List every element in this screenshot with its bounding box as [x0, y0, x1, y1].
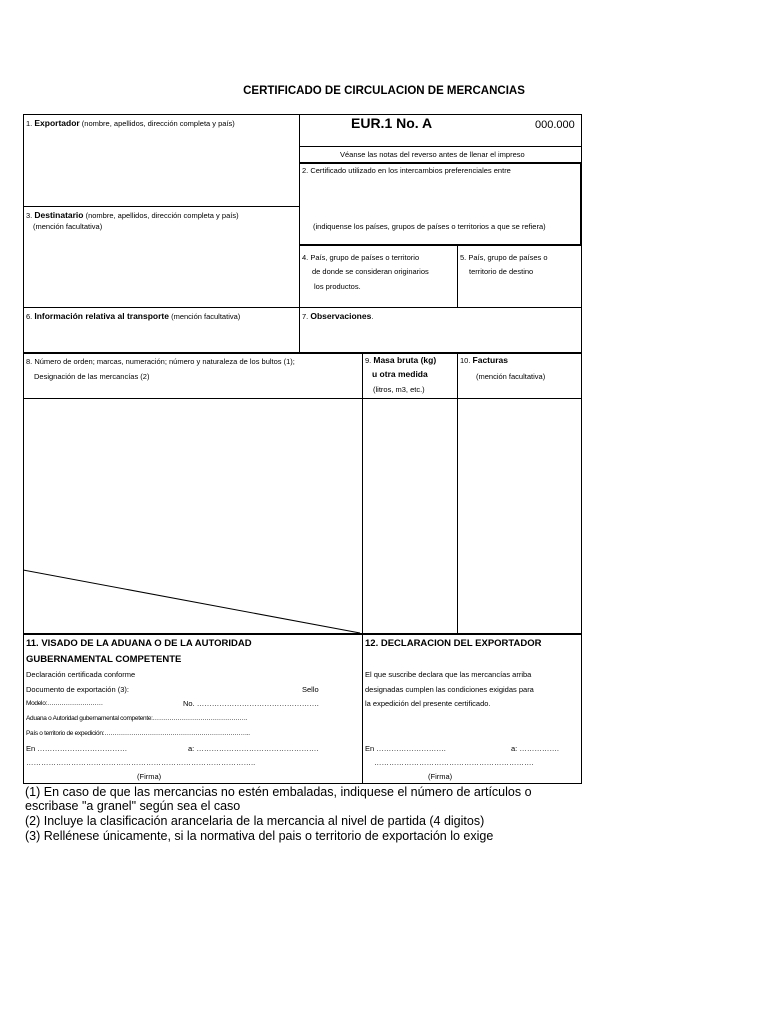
- box9-other-measure: u otra medida: [372, 369, 428, 379]
- box9-hint: (litros, m3, etc.): [373, 385, 425, 394]
- box8-line1: 8. Número de orden; marcas, numeración; número y naturaleza de los bultos (1);: [26, 357, 295, 366]
- box2-line2: (indiquense los países, grupos de países o territorios a que se refiera): [313, 222, 546, 231]
- box12-line3: la expedición del presente certificado.: [365, 699, 491, 708]
- box6-transport: 6. Información relativa al transporte (mención facultativa): [26, 311, 241, 321]
- box8-line2: Designación de las mercancías (2): [34, 372, 150, 381]
- box11-date: a: ………………………………………….: [188, 744, 319, 753]
- box3-optional: (mención facultativa): [33, 222, 103, 231]
- box12-date: a: …………….: [511, 744, 559, 753]
- box12-place: En ……………………….: [365, 744, 446, 753]
- certificate-number: 000.000: [535, 119, 575, 131]
- footnote-1-cont: escribase "a granel" según sea el caso: [25, 799, 241, 813]
- notes-reverse-text: Véanse las notas del reverso antes de llenar el impreso: [340, 150, 525, 159]
- box11-authority: Aduana o Autoridad gubernamental competente:……………………………………….: [26, 715, 248, 722]
- box11-title-1: 11. VISADO DE LA ADUANA O DE LA AUTORIDAD: [26, 638, 252, 649]
- box11-country: País o territorio de expedición:……………………………………………………………..: [26, 730, 250, 737]
- box12-line1: El que suscribe declara que las mercancías arriba: [365, 670, 532, 679]
- box3-consignee: 3. Destinatario (nombre, apellidos, dirección completa y país): [26, 210, 239, 220]
- footnote-1: (1) En caso de que las mercancias no estén embaladas, indiquese el número de artículos o: [25, 785, 532, 799]
- box11-no: No. ………………………………………….: [183, 699, 319, 708]
- box11-export-doc: Documento de exportación (3):: [26, 685, 129, 694]
- page-title: CERTIFICADO DE CIRCULACION DE MERCANCIAS: [243, 85, 525, 97]
- box12-line2: designadas cumplen las condiciones exigidas para: [365, 685, 534, 694]
- box1-exporter: 1. Exportador (nombre, apellidos, dirección completa y país): [26, 118, 235, 128]
- box10-invoices: 10. Facturas: [460, 355, 508, 365]
- box11-declared: Declaración certificada conforme: [26, 670, 136, 679]
- box4-line1: 4. País, grupo de países o territorio: [302, 253, 420, 262]
- cancel-diagonal-line: [23, 560, 363, 635]
- box11-model: Modelo:………………………: [26, 700, 103, 707]
- box11-title-2: GUBERNAMENTAL COMPETENTE: [26, 654, 182, 665]
- box4-line2: de donde se consideran originarios: [312, 267, 429, 276]
- box12-signature-label: (Firma): [428, 772, 453, 781]
- box5-line1: 5. País, grupo de países o: [460, 253, 548, 262]
- box11-signature-line: ………………………………………………………………………………..: [26, 758, 256, 767]
- box7-observations: 7. Observaciones.: [302, 311, 374, 321]
- eur-label: EUR.1 No. A: [351, 115, 433, 131]
- box11-stamp-label: Sello: [302, 685, 319, 694]
- box11-place: En ………………………………: [26, 744, 128, 753]
- box12-title: 12. DECLARACION DEL EXPORTADOR: [365, 638, 542, 649]
- box2-line1: 2. Certificado utilizado en los intercambios preferenciales entre: [302, 166, 511, 175]
- box11-signature-label: (Firma): [137, 772, 162, 781]
- footnote-2: (2) Incluye la clasificación arancelaria de la mercancia al nivel de partida (4 digitos): [25, 814, 485, 828]
- footnote-3: (3) Rellénese únicamente, si la normativa del pais o territorio de exportación lo exige: [25, 829, 494, 843]
- box5-line2: territorio de destino: [469, 267, 534, 276]
- box12-signature-line: ……………………………………………………….: [374, 758, 534, 767]
- box9-gross-mass: 9. Masa bruta (kg): [365, 355, 437, 365]
- box4-line3: los productos.: [314, 282, 361, 291]
- box10-hint: (mención facultativa): [476, 372, 546, 381]
